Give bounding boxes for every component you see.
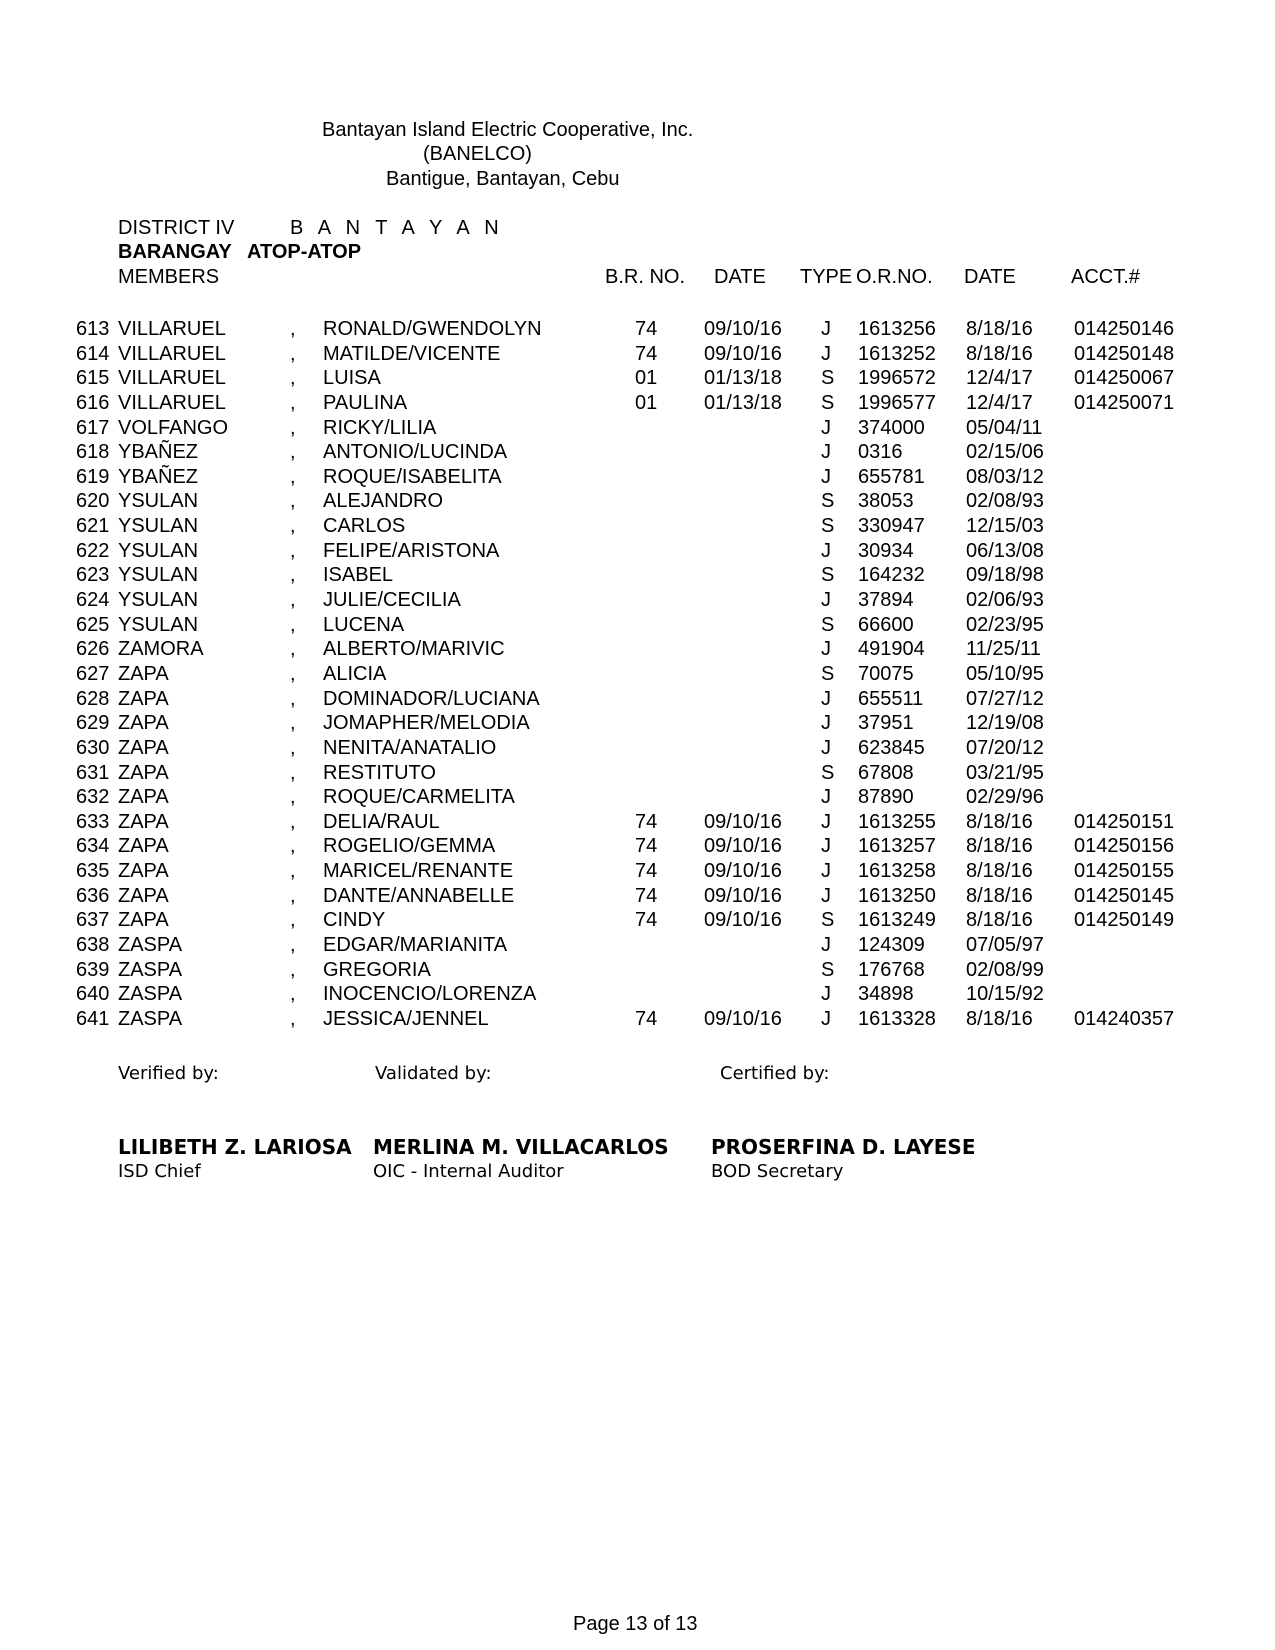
or-number: 176768 [858,958,925,981]
name-separator: , [290,687,296,710]
table-row [0,933,1275,958]
page-number: Page 13 of 13 [573,1613,698,1635]
member-number: 640 [76,983,110,1006]
or-date: 12/19/08 [966,712,1044,735]
or-number: 1613255 [858,810,936,833]
member-number: 636 [76,884,110,907]
member-number: 618 [76,441,110,464]
table-row [0,834,1275,859]
or-date: 8/18/16 [966,909,1033,932]
membership-type: J [821,983,831,1006]
account-number: 014250071 [1074,391,1175,414]
name-separator: , [290,736,296,759]
table-row [0,613,1275,638]
name-separator: , [290,465,296,488]
table-row [0,884,1275,909]
name-separator: , [290,958,296,981]
col-header-br-no: B.R. NO. [605,266,686,288]
name-separator: , [290,884,296,907]
account-number: 014250149 [1074,909,1175,932]
member-number: 616 [76,391,110,414]
name-separator: , [290,909,296,932]
member-first-names: ANTONIO/LUCINDA [323,441,508,464]
membership-type: S [821,391,835,414]
member-last-name: YSULAN [118,613,199,636]
account-number: 014250145 [1074,884,1175,907]
member-number: 621 [76,515,110,538]
table-row [0,391,1275,416]
br-number: 74 [635,810,658,833]
or-date: 8/18/16 [966,342,1033,365]
name-separator: , [290,539,296,562]
member-number: 633 [76,810,110,833]
organization-abbreviation: (BANELCO) [423,143,532,165]
member-last-name: YSULAN [118,515,199,538]
account-number: 014250155 [1074,860,1175,883]
name-separator: , [290,638,296,661]
certified-by-title: BOD Secretary [711,1161,844,1182]
table-row [0,711,1275,736]
or-date: 09/18/98 [966,564,1044,587]
member-last-name: ZASPA [118,983,183,1006]
member-first-names: RESTITUTO [323,761,436,784]
name-separator: , [290,613,296,636]
table-row [0,687,1275,712]
member-number: 613 [76,318,110,340]
member-first-names: ISABEL [323,564,394,587]
table-row [0,514,1275,539]
or-date: 8/18/16 [966,1007,1033,1030]
member-last-name: ZAPA [118,736,169,759]
member-first-names: ROGELIO/GEMMA [323,835,496,858]
membership-type: J [821,835,831,858]
or-number: 124309 [858,934,925,957]
or-date: 02/06/93 [966,589,1044,612]
col-header-or-no: O.R.NO. [856,266,933,288]
district-label: DISTRICT IV [118,217,235,239]
or-number: 37894 [858,589,914,612]
member-first-names: NENITA/ANATALIO [323,736,497,759]
or-number: 87890 [858,786,914,809]
name-separator: , [290,810,296,833]
membership-type: J [821,810,831,833]
or-number: 1613252 [858,342,936,365]
account-number: 014250067 [1074,367,1175,390]
col-header-members: MEMBERS [118,266,220,288]
table-row [0,440,1275,465]
name-separator: , [290,934,296,957]
name-separator: , [290,416,296,439]
name-separator: , [290,490,296,513]
member-number: 615 [76,367,110,390]
or-date: 8/18/16 [966,860,1033,883]
table-row [0,342,1275,367]
table-row [0,317,1275,342]
table-row [0,366,1275,391]
member-number: 614 [76,342,110,365]
or-number: 623845 [858,736,925,759]
member-first-names: ALEJANDRO [323,490,444,513]
col-header-acct: ACCT.# [1071,266,1140,288]
or-number: 1613250 [858,884,936,907]
member-number: 628 [76,687,110,710]
member-first-names: ALICIA [323,662,387,685]
br-date: 01/13/18 [704,367,782,390]
col-header-date: DATE [714,266,766,288]
member-first-names: GREGORIA [323,958,431,981]
or-date: 07/05/97 [966,934,1044,957]
member-first-names: LUISA [323,367,381,390]
membership-type: J [821,934,831,957]
membership-type: J [821,539,831,562]
member-first-names: JOMAPHER/MELODIA [323,712,530,735]
or-number: 1613257 [858,835,936,858]
membership-type: J [821,884,831,907]
member-last-name: ZAPA [118,909,169,932]
name-separator: , [290,515,296,538]
member-number: 635 [76,860,110,883]
member-first-names: MARICEL/RENANTE [323,860,514,883]
member-number: 622 [76,539,110,562]
name-separator: , [290,761,296,784]
or-date: 11/25/11 [966,638,1041,661]
member-last-name: ZASPA [118,934,183,957]
member-last-name: ZAPA [118,884,169,907]
table-row [0,465,1275,490]
member-first-names: RONALD/GWENDOLYN [323,318,542,340]
or-date: 8/18/16 [966,810,1033,833]
br-date: 09/10/16 [704,342,782,365]
account-number: 014240357 [1074,1007,1175,1030]
membership-type: J [821,736,831,759]
member-number: 620 [76,490,110,513]
member-last-name: ZAPA [118,860,169,883]
membership-type: S [821,909,835,932]
table-row [0,563,1275,588]
or-date: 05/10/95 [966,662,1044,685]
br-number: 74 [635,884,658,907]
br-number: 74 [635,835,658,858]
verified-by-name: LILIBETH Z. LARIOSA [118,1135,352,1159]
account-number: 014250151 [1074,810,1175,833]
br-date: 09/10/16 [704,860,782,883]
membership-type: J [821,589,831,612]
br-number: 74 [635,860,658,883]
name-separator: , [290,318,296,340]
member-first-names: PAULINA [323,391,408,414]
membership-type: J [821,687,831,710]
or-date: 02/08/99 [966,958,1044,981]
member-first-names: FELIPE/ARISTONA [323,539,500,562]
member-last-name: YSULAN [118,589,199,612]
table-row [0,416,1275,441]
or-number: 1613258 [858,860,936,883]
or-number: 67808 [858,761,914,784]
member-first-names: LUCENA [323,613,405,636]
member-first-names: DELIA/RAUL [323,810,440,833]
or-date: 8/18/16 [966,835,1033,858]
member-number: 617 [76,416,110,439]
or-number: 1613328 [858,1007,936,1030]
name-separator: , [290,367,296,390]
or-date: 02/15/06 [966,441,1044,464]
name-separator: , [290,835,296,858]
member-last-name: ZAPA [118,761,169,784]
br-number: 74 [635,909,658,932]
table-row [0,1007,1275,1032]
or-number: 1613256 [858,318,936,340]
certified-by-name: PROSERFINA D. LAYESE [711,1135,976,1159]
member-last-name: YSULAN [118,564,199,587]
member-last-name: ZASPA [118,958,183,981]
membership-type: J [821,786,831,809]
or-number: 30934 [858,539,914,562]
member-number: 637 [76,909,110,932]
br-date: 09/10/16 [704,1007,782,1030]
organization-address: Bantigue, Bantayan, Cebu [386,168,620,190]
table-row [0,637,1275,662]
certified-by-label: Certified by: [720,1063,830,1084]
br-date: 09/10/16 [704,810,782,833]
table-row [0,588,1275,613]
member-first-names: ALBERTO/MARIVIC [323,638,505,661]
member-last-name: ZAPA [118,810,169,833]
table-row [0,810,1275,835]
member-last-name: YBAÑEZ [118,465,199,488]
col-header-type: TYPE [800,266,853,288]
br-date: 01/13/18 [704,391,782,414]
table-row [0,982,1275,1007]
table-row [0,736,1275,761]
member-last-name: VILLARUEL [118,342,226,365]
member-first-names: JULIE/CECILIA [323,589,461,612]
member-number: 627 [76,662,110,685]
or-date: 10/15/92 [966,983,1044,1006]
membership-type: S [821,515,835,538]
col-header-or-date: DATE [964,266,1016,288]
account-number: 014250156 [1074,835,1175,858]
member-first-names: CARLOS [323,515,406,538]
or-number: 1996577 [858,391,936,414]
or-date: 03/21/95 [966,761,1044,784]
name-separator: , [290,589,296,612]
or-number: 37951 [858,712,914,735]
or-date: 02/29/96 [966,786,1044,809]
br-date: 09/10/16 [704,318,782,340]
member-last-name: ZAPA [118,662,169,685]
membership-type: J [821,712,831,735]
br-number: 01 [635,367,658,390]
members-table [0,317,1275,1032]
or-date: 02/23/95 [966,613,1044,636]
member-first-names: DOMINADOR/LUCIANA [323,687,540,710]
member-number: 623 [76,564,110,587]
barangay-value: ATOP-ATOP [247,241,362,263]
member-first-names: CINDY [323,909,386,932]
member-number: 639 [76,958,110,981]
name-separator: , [290,983,296,1006]
or-number: 1996572 [858,367,936,390]
member-first-names: INOCENCIO/LORENZA [323,983,537,1006]
organization-name: Bantayan Island Electric Cooperative, Inc. [322,119,694,141]
validated-by-title: OIC - Internal Auditor [373,1161,564,1182]
validated-by-label: Validated by: [375,1063,492,1084]
membership-type: S [821,662,835,685]
membership-type: J [821,342,831,365]
member-number: 641 [76,1007,110,1030]
membership-type: S [821,761,835,784]
member-number: 624 [76,589,110,612]
membership-type: S [821,490,835,513]
table-row [0,662,1275,687]
table-row [0,539,1275,564]
or-number: 491904 [858,638,925,661]
br-date: 09/10/16 [704,835,782,858]
br-number: 74 [635,318,658,340]
or-number: 655511 [858,687,924,710]
membership-type: S [821,564,835,587]
or-number: 374000 [858,416,925,439]
member-number: 619 [76,465,110,488]
member-first-names: RICKY/LILIA [323,416,437,439]
name-separator: , [290,786,296,809]
verified-by-label: Verified by: [118,1063,219,1084]
name-separator: , [290,391,296,414]
table-row [0,785,1275,810]
br-number: 01 [635,391,658,414]
or-date: 8/18/16 [966,884,1033,907]
name-separator: , [290,712,296,735]
member-last-name: ZAMORA [118,638,204,661]
or-date: 8/18/16 [966,318,1033,340]
member-last-name: VILLARUEL [118,391,226,414]
or-date: 05/04/11 [966,416,1043,439]
or-number: 655781 [858,465,925,488]
br-number: 74 [635,1007,658,1030]
or-date: 02/08/93 [966,490,1044,513]
br-date: 09/10/16 [704,884,782,907]
or-number: 70075 [858,662,914,685]
or-date: 12/4/17 [966,367,1033,390]
or-number: 66600 [858,613,914,636]
member-number: 634 [76,835,110,858]
name-separator: , [290,564,296,587]
or-number: 34898 [858,983,914,1006]
account-number: 014250148 [1074,342,1175,365]
member-last-name: VILLARUEL [118,318,226,340]
or-number: 330947 [858,515,925,538]
member-last-name: ZAPA [118,835,169,858]
or-number: 1613249 [858,909,936,932]
or-date: 12/15/03 [966,515,1044,538]
validated-by-name: MERLINA M. VILLACARLOS [373,1135,669,1159]
barangay-label: BARANGAY [118,241,232,263]
membership-type: J [821,416,831,439]
table-row [0,859,1275,884]
member-first-names: ROQUE/ISABELITA [323,465,502,488]
or-number: 0316 [858,441,903,464]
or-number: 164232 [858,564,925,587]
name-separator: , [290,1007,296,1030]
membership-type: J [821,860,831,883]
or-date: 12/4/17 [966,391,1033,414]
member-first-names: EDGAR/MARIANITA [323,934,508,957]
name-separator: , [290,342,296,365]
membership-type: S [821,958,835,981]
member-last-name: ZAPA [118,687,169,710]
table-row [0,958,1275,983]
member-number: 626 [76,638,110,661]
account-number: 014250146 [1074,318,1175,340]
name-separator: , [290,441,296,464]
table-row [0,489,1275,514]
table-row [0,908,1275,933]
district-value: B A N T A Y A N [290,217,504,239]
membership-type: J [821,1007,831,1030]
member-last-name: VOLFANGO [118,416,229,439]
member-number: 631 [76,761,110,784]
member-first-names: MATILDE/VICENTE [323,342,501,365]
membership-type: J [821,318,831,340]
or-date: 07/27/12 [966,687,1044,710]
member-last-name: YSULAN [118,490,199,513]
membership-type: J [821,465,831,488]
name-separator: , [290,662,296,685]
member-first-names: JESSICA/JENNEL [323,1007,489,1030]
member-number: 629 [76,712,110,735]
or-date: 08/03/12 [966,465,1044,488]
member-last-name: YBAÑEZ [118,441,199,464]
member-last-name: ZAPA [118,712,169,735]
or-number: 38053 [858,490,914,513]
membership-type: S [821,367,835,390]
or-date: 06/13/08 [966,539,1044,562]
or-date: 07/20/12 [966,736,1044,759]
membership-type: S [821,613,835,636]
member-last-name: ZASPA [118,1007,183,1030]
member-first-names: ROQUE/CARMELITA [323,786,515,809]
member-last-name: YSULAN [118,539,199,562]
member-last-name: ZAPA [118,786,169,809]
member-number: 625 [76,613,110,636]
member-first-names: DANTE/ANNABELLE [323,884,515,907]
membership-type: J [821,638,831,661]
member-last-name: VILLARUEL [118,367,226,390]
membership-type: J [821,441,831,464]
verified-by-title: ISD Chief [118,1161,201,1182]
name-separator: , [290,860,296,883]
table-row [0,761,1275,786]
member-number: 630 [76,736,110,759]
br-number: 74 [635,342,658,365]
member-number: 638 [76,934,110,957]
br-date: 09/10/16 [704,909,782,932]
member-number: 632 [76,786,110,809]
